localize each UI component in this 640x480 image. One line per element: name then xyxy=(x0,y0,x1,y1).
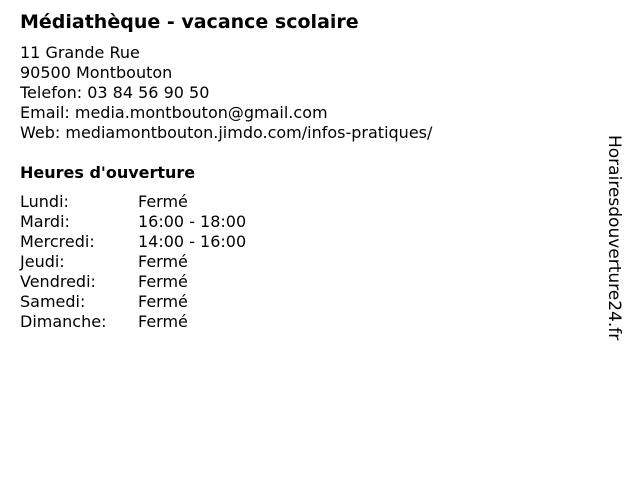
hours-row-wednesday xyxy=(20,232,600,252)
hours-table xyxy=(20,192,600,332)
hours-day: Vendredi: xyxy=(20,272,96,291)
address-phone: Telefon: 03 84 56 90 50 xyxy=(20,83,210,102)
hours-day: Mercredi: xyxy=(20,232,95,251)
address-web: Web: mediamontbouton.jimdo.com/infos-pratiques/ xyxy=(20,123,433,142)
listing-title: Médiathèque - vacance scolaire xyxy=(20,11,359,33)
hours-row-monday xyxy=(20,192,600,212)
hours-value: Fermé xyxy=(138,252,188,271)
hours-day: Mardi: xyxy=(20,212,70,231)
hours-row-saturday xyxy=(20,292,600,312)
hours-day: Dimanche: xyxy=(20,312,107,331)
hours-value: 14:00 - 16:00 xyxy=(138,232,247,251)
listing-card xyxy=(20,10,600,332)
hours-row-tuesday xyxy=(20,212,600,232)
hours-value: Fermé xyxy=(138,292,188,311)
hours-value: Fermé xyxy=(138,312,188,331)
hours-day: Samedi: xyxy=(20,292,86,311)
hours-day: Jeudi: xyxy=(20,252,65,271)
hours-value: Fermé xyxy=(138,192,188,211)
site-watermark: Horairesdouverture24.fr xyxy=(604,135,624,341)
hours-row-thursday xyxy=(20,252,600,272)
address-block xyxy=(20,43,600,143)
hours-value: Fermé xyxy=(138,272,188,291)
address-city: 90500 Montbouton xyxy=(20,63,173,82)
address-street: 11 Grande Rue xyxy=(20,43,140,62)
hours-row-friday xyxy=(20,272,600,292)
hours-value: 16:00 - 18:00 xyxy=(138,212,247,231)
address-email: Email: media.montbouton@gmail.com xyxy=(20,103,328,122)
hours-row-sunday xyxy=(20,312,600,332)
hours-day: Lundi: xyxy=(20,192,69,211)
hours-heading: Heures d'ouverture xyxy=(20,163,196,182)
